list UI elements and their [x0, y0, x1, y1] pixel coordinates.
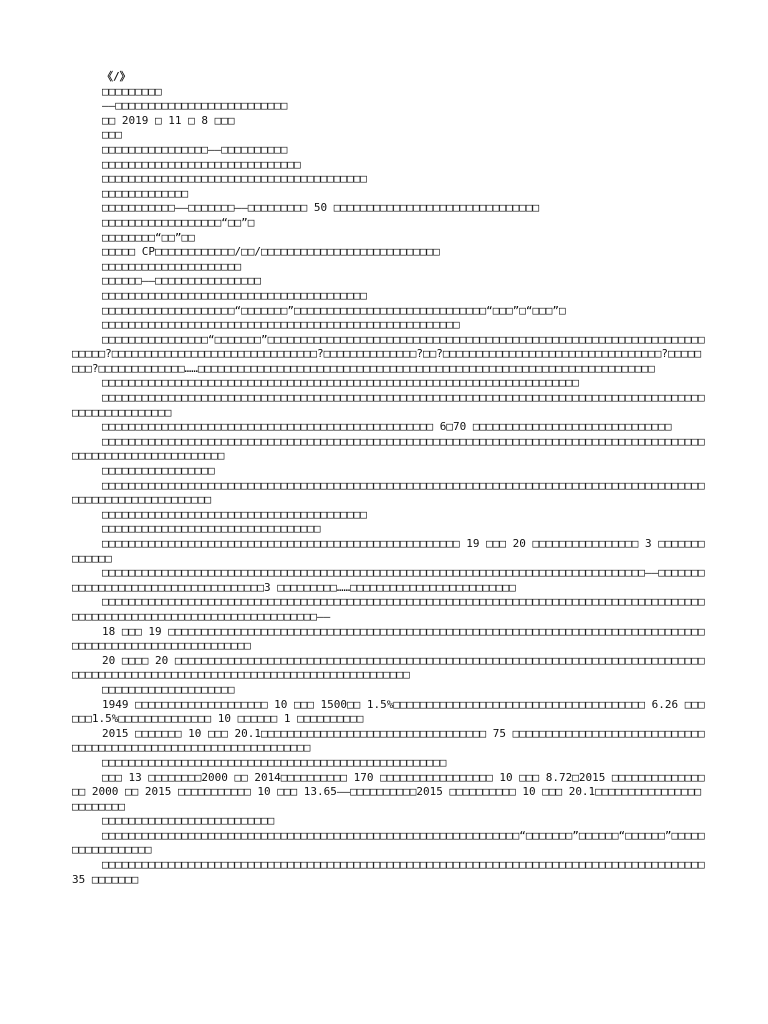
body-line: 18 □□□ 19 □□□□□□□□□□□□□□□□□□□□□□□□□□□□□□□□□□□□□□□□□□□□□□□□□□□□□□□□□□□□□□□□□□□□□□□□□□□□□□□□□□□□□□□□□□□□□□□□□□□□□□□□□□□□ — [72, 624, 705, 653]
body-line: □□□□□□□□□□□□□□□□□□□□□□□□□□□□□□□□□□□□□□□□ — [102, 507, 367, 521]
body-line: □□□□□□□□□ — [102, 84, 162, 98]
document-title: 《/》 — [102, 70, 131, 83]
body-line: □□□□□□□□□□□□□□□□□□□□□□□□□□□□□□□□□□□□□□□□□□□□□□□□□□□□□□□□□□□□□□□□□□□□□□□□□□□□□□□□□□——□□□□□□□□□□□□□□□□□□□□□□□□□□□□□□□□□□□□3 □□□□□□□□□……□□□□□□□□□□□□□□□□□□□□□□□□□ — [72, 566, 705, 594]
body-line: □□□□□□□□“□□”□□ — [102, 230, 195, 244]
body-line: 20 □□□□ 20 □□□□□□□□□□□□□□□□□□□□□□□□□□□□□□□□□□□□□□□□□□□□□□□□□□□□□□□□□□□□□□□□□□□□□□□□□□□□□□□□□□□□□□□□□□□□□□□□□□□□□□□□□□□□□□□□□□□□□□□□□□□□□□□□□□□ — [72, 653, 705, 682]
body-line: □□□□□□□□□□□□□ — [102, 186, 189, 200]
body-line: □□□□□□□□□□□□□□□□——□□□□□□□□□□ — [102, 142, 288, 156]
body-line: □□□□□□□□□□□□□□□□□□□□□□□□□□□□□□ — [102, 157, 301, 171]
body-line: □□□□□□□□□□□□□□□□“□□□□□□□”□□□□□□□□□□□□□□□□□□□□□□□□□□□□□□□□□□□□□□□□□□□□□□□□□□□□□□□□□□□□□□□□□□□□□□□?□□□□□□□□□□□□□□□□□□□□□□□□□□□□□□□?□□□□□□□□□□□□□□?□□?□□□□□□□□□□□□□□□□□□□□□□□□□□□□□□□□□?□□□□□□□□?□□□□□□□□□□□□□……□□□□□□□□□□□□□□□□□□□□□□□□□□□□□□□□□□□□□□□□□□□□□□□□□□□□□□□□□□□□□□□□□□□□□ — [72, 332, 705, 375]
body-line: □□□□□□□□□□□□□□□□□□“□□”□ — [102, 215, 255, 229]
body-line: □□□□□□□□□□□□□□□□□□□□□□□□□□□□□□□□□□□□□□□□□□□□□□□□□□□□□□□□□□□□□□□“□□□□□□□”□□□□□□“□□□□□□”□□□□□□□□□□□□□□□□□ — [72, 828, 705, 857]
body-line: □□□□□□□□□□□□□□□□□□□□□□□□□□□□□□□□□□□□□□□□□□□□□□□□□□ 6□70 □□□□□□□□□□□□□□□□□□□□□□□□□□□□□□ — [102, 420, 672, 434]
body-line: □□□□□□□□□□□□□□□□□□□□□□□□□□□□□□□□□□□□□□□□□□□□□□□□□□□□□□ 19 □□□ 20 □□□□□□□□□□□□□□□□ 3 □□□□□□□□□□□□□ — [72, 537, 705, 565]
body-line: □□□□□□□□□□□□□□□□□□□□□□□□□□□□□□□□□□□□□□□□□□□□□□□□□□□□□□□□□□□□□□□□□□□□□□□□ — [102, 376, 579, 390]
body-line: □□□□□□□□□□□——□□□□□□□——□□□□□□□□□ 50 □□□□□□□□□□□□□□□□□□□□□□□□□□□□□□□ — [102, 201, 540, 215]
body-line: ——□□□□□□□□□□□□□□□□□□□□□□□□□□ — [102, 99, 288, 113]
body-line: □□□□□□□□□□□□□□□□□□□□□□□□□□□□□□□□□□□□□□□□□□□□□□□□□□□□ — [102, 755, 447, 769]
body-line: 1949 □□□□□□□□□□□□□□□□□□□□ 10 □□□ 1500□□ 1.5%□□□□□□□□□□□□□□□□□□□□□□□□□□□□□□□□□□□□□□ 6.26 □□□ □□□1.5%□□□□□□□□□□□□□□ 10 □□□□□□ 1 □□□□□□□□□□ — [72, 697, 712, 726]
body-line: □□□ 13 □□□□□□□□2000 □□ 2014□□□□□□□□□□ 170 □□□□□□□□□□□□□□□□□ 10 □□□ 8.72□2015 □□□□□□□□□□□□□□□□ 2000 □□ 2015 □□□□□□□□□□□ 10 □□□ 13.65——□□□□□□□□□□2015 □□□□□□□□□□ 10 □□□ 20.1□□□□□□□□□□□□□□□□□□□□□□□□ — [72, 770, 705, 813]
body-line: □□□□□□□□□□□□□□□□□□□□□□□□□□□□□□□□□□□□□□□□□□□□□□□□□□□□□□□□□□□□□□□□□□□□□□□□□□□□□□□□□□□□□□□□□□□□□□□□□□□□□□□□□□□□□□□□ — [72, 478, 705, 507]
body-line: □□□□□□□□□□□□□□□□□□□□□□□□□□□□□□□□□□□□□□□□□□□□□□□□□□□□□□ — [102, 318, 460, 332]
document-body — [72, 84, 712, 888]
body-line: □□□□□□□□□□□□□□□□□□□□□□□□□□□□□□□□□□□□□□□□□□□□□□□□□□□□□□□□□□□□□□□□□□□□□□□□□□□□□□□□□□□□□□□□□□□□□□□□□□□□□□□□□□□□□□□□□□ — [72, 434, 705, 463]
body-line: □□□□□□□□□□□□□□□□□□□□□□□□□□□□□□□□□ — [102, 522, 321, 536]
body-line: □□□□□□——□□□□□□□□□□□□□□□□ — [102, 274, 261, 288]
body-line: □□□□□ CP□□□□□□□□□□□□/□□/□□□□□□□□□□□□□□□□□□□□□□□□□□□ — [102, 245, 440, 259]
body-line: □□□□□□□□□□□□□□□□□□□□□□□□□□□□□□□□□□□□□□□□□□□□□□□□□□□□□□□□□□□□□□□□□□□□□□□□□□□□□□□□□□□□□□□□□□□ 35 □□□□□□□ — [72, 858, 712, 886]
body-line: □□□□□□□□□□□□□□□□□ — [102, 464, 215, 478]
body-line: □□□□□□□□□□□□□□□□□□□□□□□□□□□□□□□□□□□□□□□□ — [102, 288, 367, 302]
body-line: □□□□□□□□□□□□□□□□□□□□□ — [102, 259, 242, 273]
body-line: □□□□□□□□□□□□□□□□□□□□ — [102, 682, 235, 696]
body-line: □□□□□□□□□□□□□□□□□□□□□□□□□□□□□□□□□□□□□□□□ — [102, 172, 367, 186]
body-line: 2015 □□□□□□□ 10 □□□ 20.1□□□□□□□□□□□□□□□□□□□□□□□□□□□□□□□□□□ 75 □□□□□□□□□□□□□□□□□□□□□□□□□□□□□□□□□□□□□□□□□□□□□□□□□□□□□□□□□□□□□□□□□ — [72, 726, 705, 755]
body-line: □□□□□□□□□□□□□□□□□□□□□□□□□□□□□□□□□□□□□□□□□□□□□□□□□□□□□□□□□□□□□□□□□□□□□□□□□□□□□□□□□□□□□□□□□□□□□□□□□□□□□□□□□□□□□□□□□□□□□□□□□□□□□□□□—— — [72, 595, 705, 623]
body-line: □□□ — [102, 128, 122, 142]
body-line: □□□□□□□□□□□□□□□□□□□□□□□□□□ — [102, 814, 275, 828]
body-line: □□□□□□□□□□□□□□□□□□□□“□□□□□□□”□□□□□□□□□□□□□□□□□□□□□□□□□□□□□“□□□”□“□□□”□ — [102, 303, 566, 317]
body-line: □□ 2019 □ 11 □ 8 □□□ — [102, 113, 235, 127]
body-line: □□□□□□□□□□□□□□□□□□□□□□□□□□□□□□□□□□□□□□□□□□□□□□□□□□□□□□□□□□□□□□□□□□□□□□□□□□□□□□□□□□□□□□□□□□□□□□□□□□□□□□□□□□ — [72, 391, 705, 419]
